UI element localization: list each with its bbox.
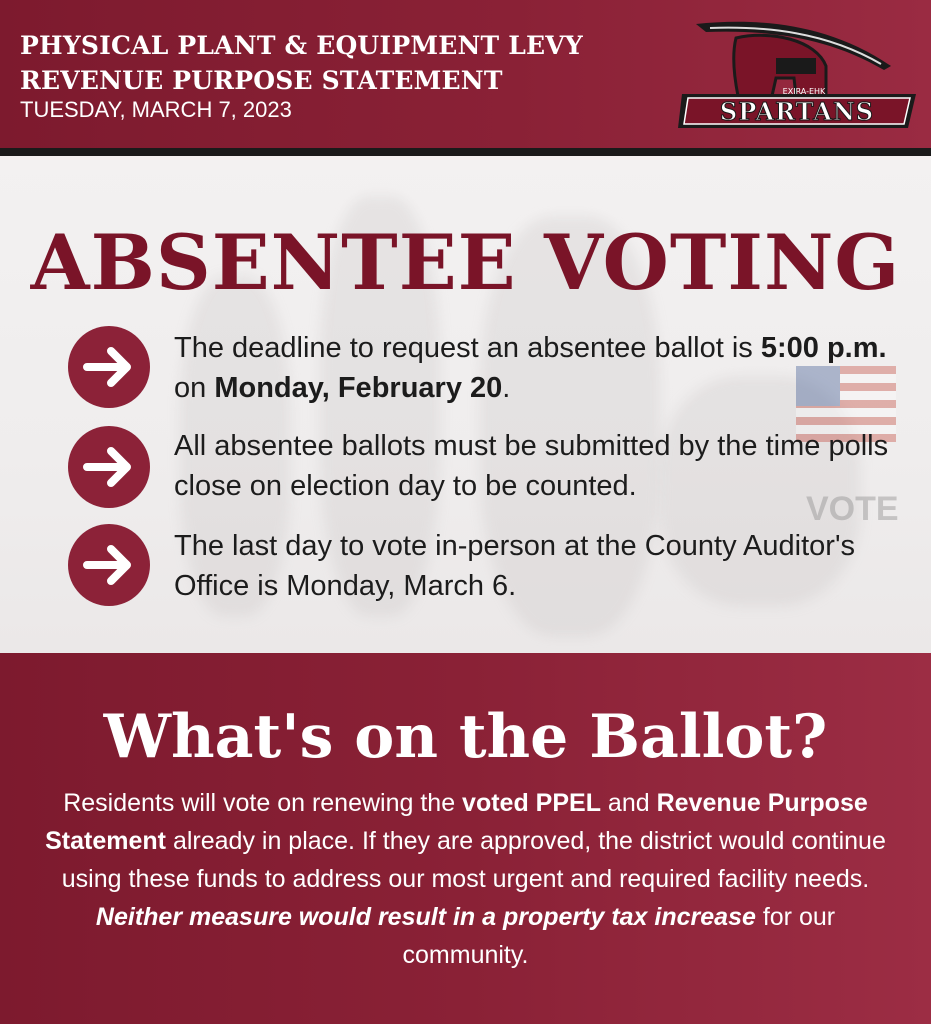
deadline-date: Monday, February 20 <box>214 372 503 404</box>
logo-small-text: EXIRA-EHK <box>782 87 826 96</box>
header-date: TUESDAY, MARCH 7, 2023 <box>20 97 292 122</box>
deadline-time: 5:00 p.m. <box>760 332 887 364</box>
header-title-line1: PHYSICAL PLANT & EQUIPMENT LEVY <box>20 31 583 60</box>
ballot-description: Residents will vote on renewing the voted PPEL and Revenue Purpose Statement already in place. If they are approved, the district would continue using these funds to address our most urgent and required facility needs. Neither measure would result in a property tax increase for our community. <box>45 789 886 969</box>
arrow-right-icon <box>68 524 150 606</box>
absentee-item-in-person-text: The last day to vote in-person at the County Auditor's Office is Monday, March 6. <box>174 530 855 602</box>
ballot-title: What's on the Ballot? <box>103 702 828 772</box>
voted-ppel: voted PPEL <box>462 789 601 817</box>
logo-name-text: SPARTANS <box>719 97 875 126</box>
absentee-item-deadline-text: The deadline to request an absentee ballot is 5:00 p.m. on Monday, February 20. <box>174 332 887 404</box>
absentee-item-submission-text: All absentee ballots must be submitted by the time polls close on election day to be counted. <box>174 430 889 502</box>
header-divider <box>0 148 931 156</box>
absentee-item-deadline <box>68 326 898 408</box>
revenue-purpose-statement: Revenue Purpose Statement <box>45 789 868 855</box>
header-banner <box>0 0 931 148</box>
absentee-item-submission <box>68 426 898 508</box>
no-tax-increase: Neither measure would result in a property tax increase <box>95 903 756 931</box>
arrow-right-icon <box>68 326 150 408</box>
header-title <box>20 28 583 98</box>
arrow-right-icon <box>68 426 150 508</box>
absentee-voting-title: ABSENTEE VOTING <box>30 218 901 307</box>
header-title-line2: REVENUE PURPOSE STATEMENT <box>20 66 503 95</box>
vote-sign-text: VOTE <box>806 490 899 528</box>
spartans-logo <box>676 18 922 132</box>
absentee-item-in-person <box>68 524 898 606</box>
